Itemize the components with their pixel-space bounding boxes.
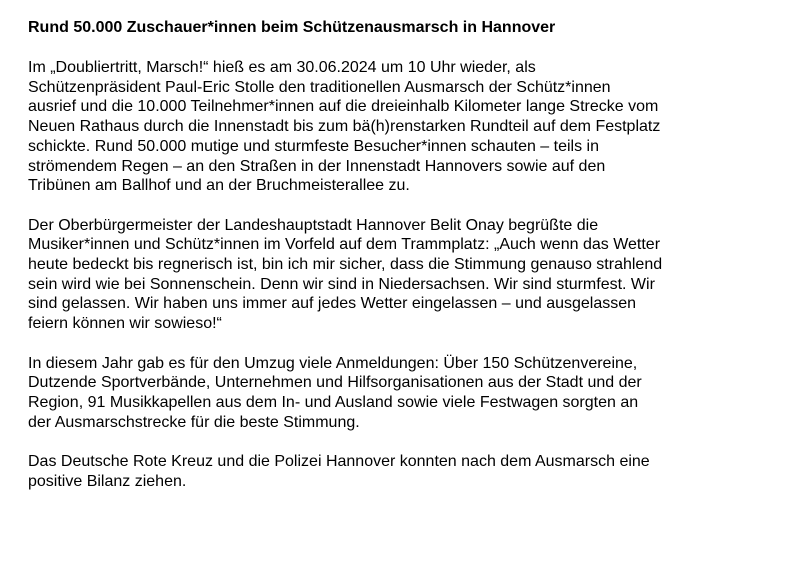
paragraph-1 [28,58,788,196]
text-line: heute bedeckt bis regnerisch ist, bin ich mir sicher, dass die Stimmung genauso strahlend [28,256,663,274]
text-line: Neuen Rathaus durch die Innenstadt bis zum bä(h)renstarken Rundteil auf dem Festplatz [28,118,661,136]
text-line: Tribünen am Ballhof und an der Bruchmeisterallee zu. [28,177,410,195]
text-line: sind gelassen. Wir haben uns immer auf jedes Wetter eingelassen – und ausgelassen [28,295,637,313]
text-line: Schützenpräsident Paul-Eric Stolle den traditionellen Ausmarsch der Schütz*innen [28,78,611,96]
text-line: der Ausmarschstrecke für die beste Stimmung. [28,413,360,431]
text-line: feiern können wir sowieso!“ [28,315,222,333]
text-line: In diesem Jahr gab es für den Umzug viele Anmeldungen: Über 150 Schützenvereine, [28,354,638,372]
document [28,18,788,511]
text-line: schickte. Rund 50.000 mutige und sturmfeste Besucher*innen schauten – teils in [28,137,599,155]
text-line: Musiker*innen und Schütz*innen im Vorfeld auf dem Trammplatz: „Auch wenn das Wetter [28,236,661,254]
text-line: sein wird wie bei Sonnenschein. Denn wir sind in Niedersachsen. Wir sind sturmfest. Wir [28,275,655,293]
text-line: Der Oberbürgermeister der Landeshauptstadt Hannover Belit Onay begrüßte die [28,216,599,234]
paragraph-3 [28,354,788,433]
paragraph-2 [28,216,788,334]
document-title: Rund 50.000 Zuschauer*innen beim Schützenausmarsch in Hannover [28,19,556,36]
text-line: ausrief und die 10.000 Teilnehmer*innen auf die dreieinhalb Kilometer lange Strecke vom [28,98,659,116]
text-line: Dutzende Sportverbände, Unternehmen und Hilfsorganisationen aus der Stadt und der [28,374,642,392]
text-line: Im „Doubliertritt, Marsch!“ hieß es am 30.06.2024 um 10 Uhr wieder, als [28,59,536,76]
text-line: positive Bilanz ziehen. [28,472,187,490]
paragraph-4 [28,452,788,491]
text-line: Das Deutsche Rote Kreuz und die Polizei Hannover konnten nach dem Ausmarsch eine [28,453,650,471]
text-line: strömendem Regen – an den Straßen in der Innenstadt Hannovers sowie auf den [28,157,606,175]
text-line: Region, 91 Musikkapellen aus dem In- und Ausland sowie viele Festwagen sorgten an [28,393,639,411]
